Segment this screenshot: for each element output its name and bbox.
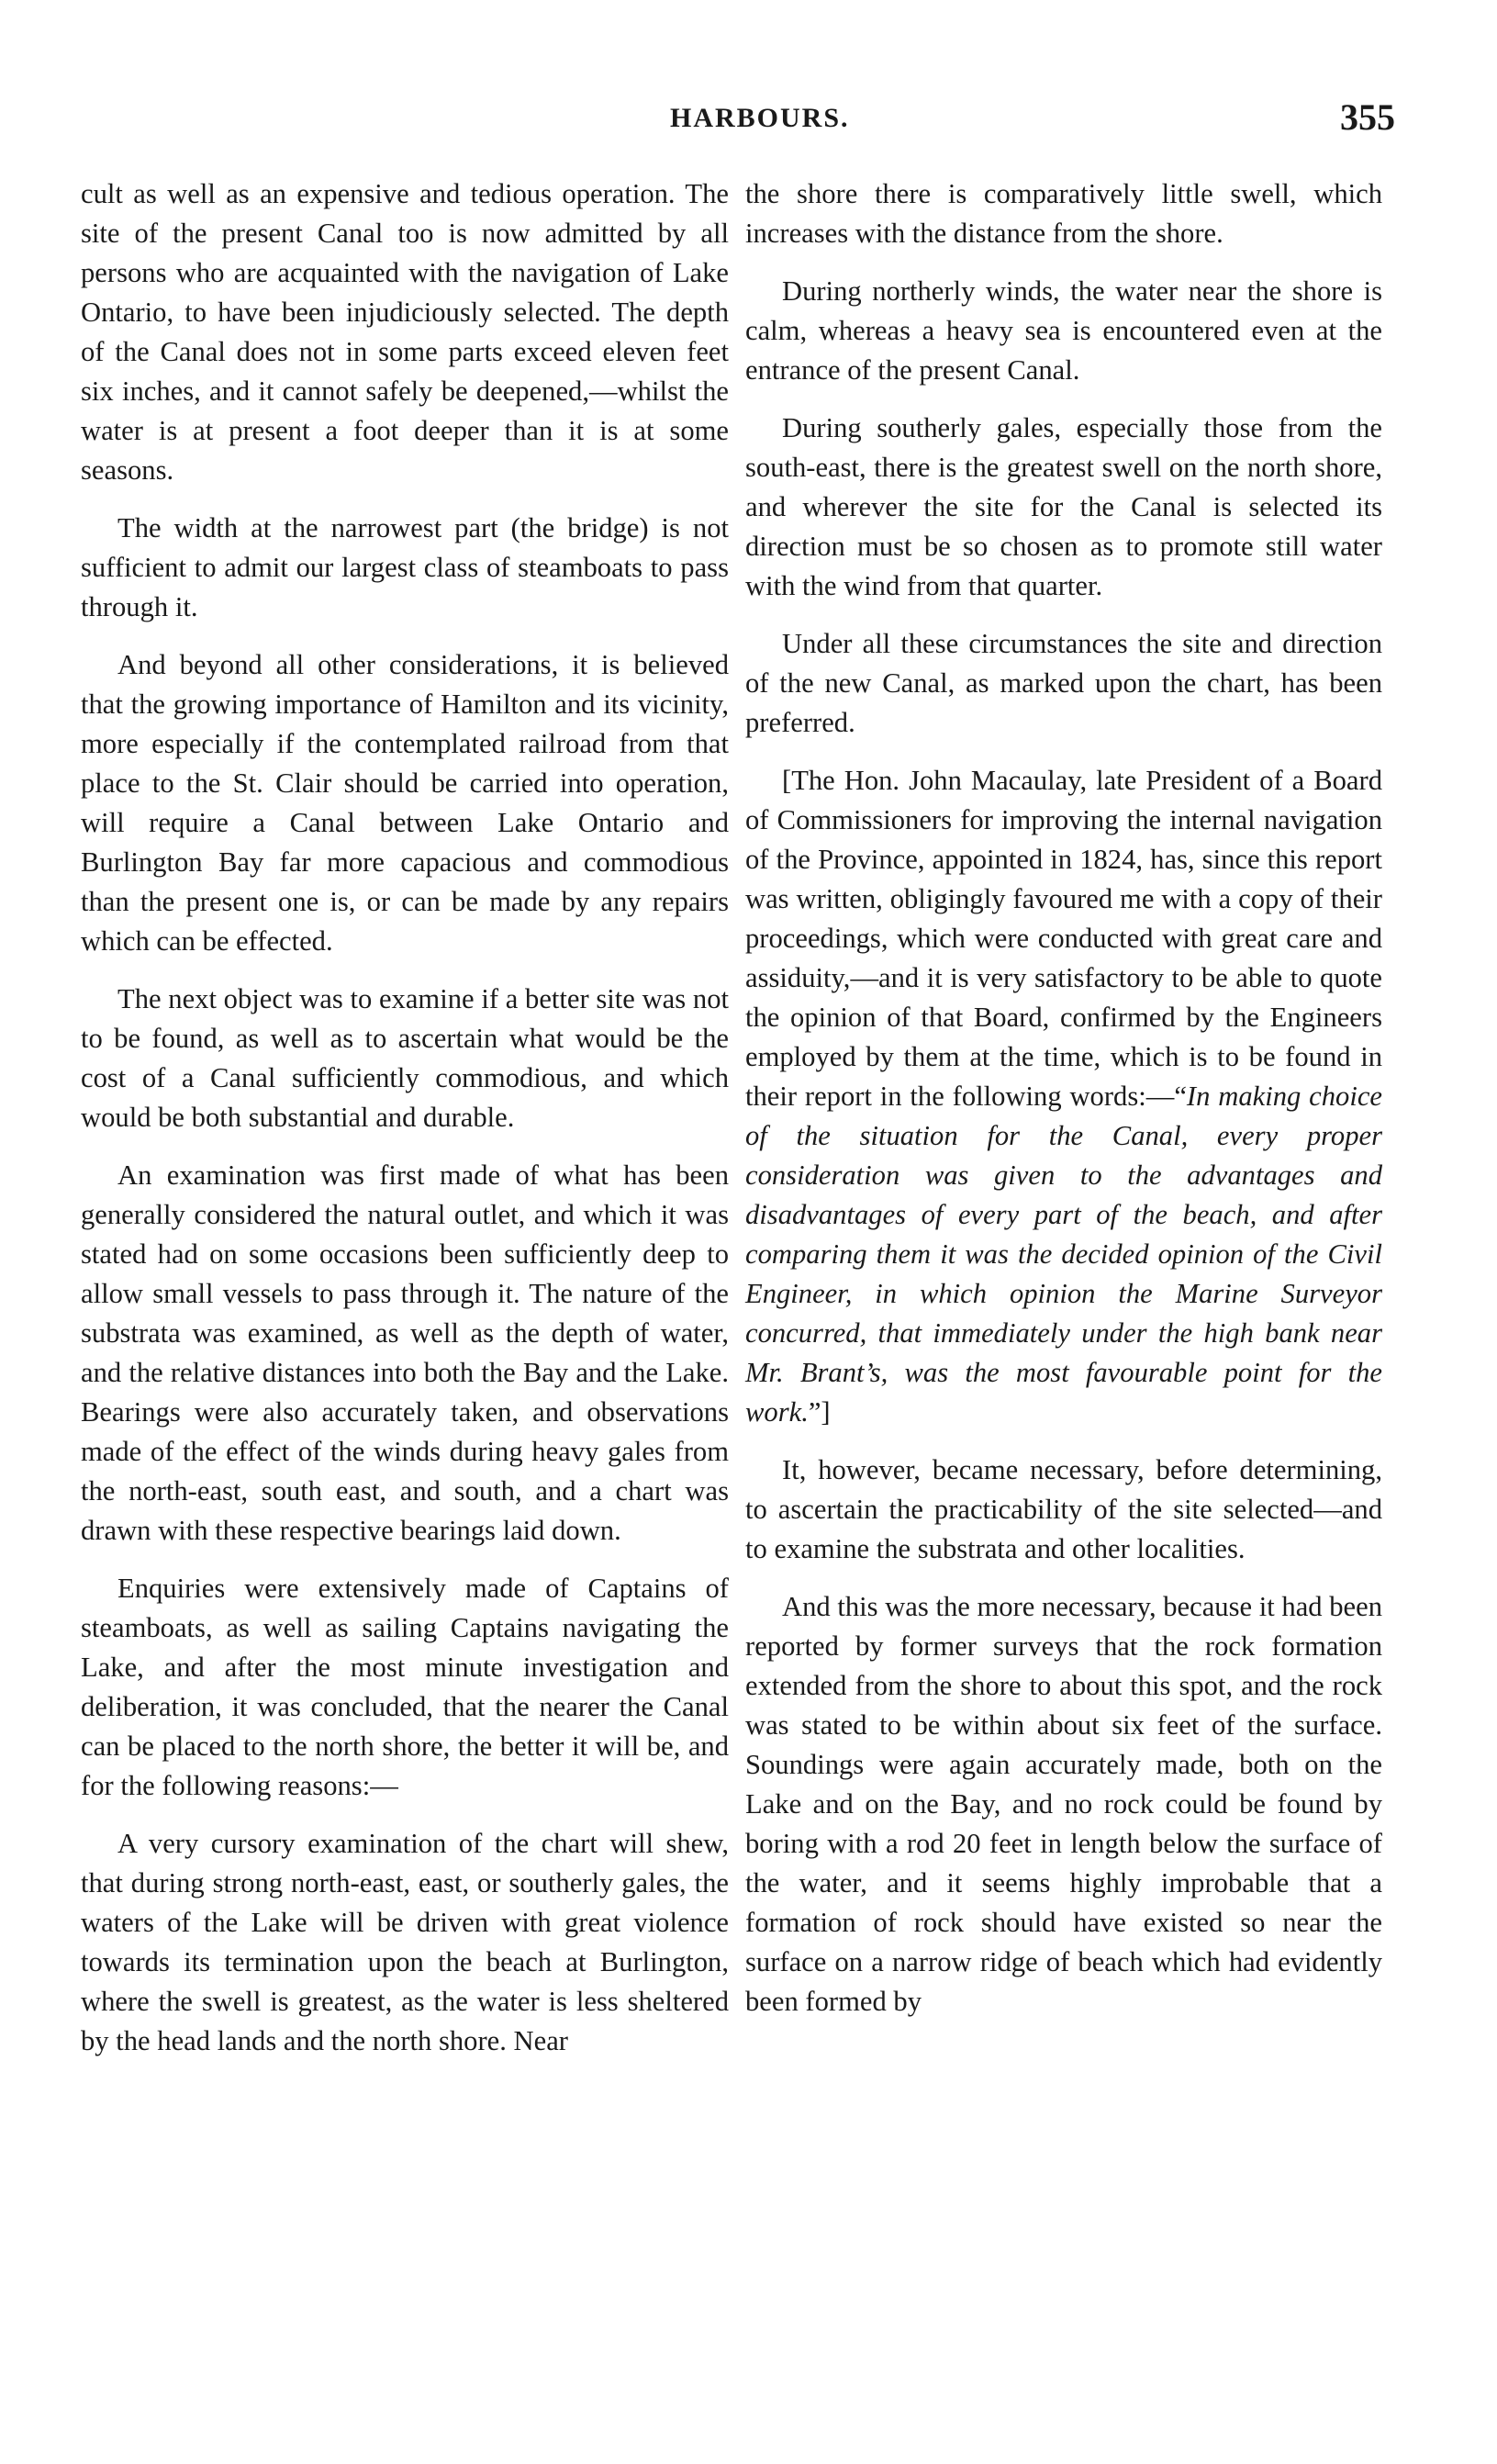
- quote-text: In making choice of the situation for the Canal, every proper consideration was given to the advantages and disadvantages of every part of the beach, and after comparing them it was the decided opinion of the Civil Engineer, in which opinion the Marine Surveyor concurred, that immediately under the high bank near Mr. Brant’s, was the most favourable point for the work.: [745, 1081, 1382, 1428]
- paragraph: The width at the narrowest part (the bridge) is not sufficient to admit our largest class of steamboats to pass through it.: [81, 512, 729, 622]
- paragraph: And this was the more necessary, because it had been reported by former surveys that the rock formation extended from the shore to about this spot, and the rock was stated to be within about six feet of the surface. Soundings were again accurately made, both on the Lake and on the Bay, and no rock could be found by boring with a rod 20 feet in length below the surface of the water, and it seems highly improbable that a formation of rock should have existed so near the surface on a narrow ridge of beach which had evidently been formed by: [745, 1591, 1382, 2017]
- paragraph: Enquiries were extensively made of Captains of steamboats, as well as sailing Captains navigating the Lake, and after the most minute investigation and deliberation, it was concluded, that the nearer the Canal can be placed to the north shore, the better it will be, and for the following reasons:—: [81, 1573, 729, 1801]
- right-column: [745, 174, 1382, 2040]
- paragraph: It, however, became necessary, before determining, to ascertain the practicability of the site selected—and to examine the substrata and other localities.: [745, 1454, 1382, 1564]
- page-number: 355: [1340, 96, 1395, 138]
- paragraph: cult as well as an expensive and tedious operation. The site of the present Canal too is now admitted by all persons who are acquainted with the navigation of Lake Ontario, to have been injudiciously selected. The depth of the Canal does not in some parts exceed eleven feet six inches, and it cannot safely be deepened,—whilst the water is at present a foot deeper than it is at some seasons.: [81, 178, 729, 486]
- paragraph: A very cursory examination of the chart will shew, that during strong north-east, east, or southerly gales, the waters of the Lake will be driven with great violence towards its termination upon the beach at Burlington, where the swell is greatest, as the water is less sheltered by the head lands and the north shore. Near: [81, 1828, 729, 2056]
- paragraph: An examination was first made of what has been generally considered the natural outlet, and which it was stated had on some occasions been sufficiently deep to allow small vessels to pass through it. The nature of the substrata was examined, as well as the depth of water, and the relative distances into both the Bay and the Lake. Bearings were also accurately taken, and observations made of the effect of the winds during heavy gales from the north-east, south east, and south, and a chart was drawn with these respective bearings laid down.: [81, 1159, 729, 1546]
- quoted-paragraph: [745, 761, 1382, 1432]
- paragraph: Under all these circumstances the site and direction of the new Canal, as marked upon the chart, has been preferred.: [745, 628, 1382, 738]
- running-head: HARBOURS.: [670, 103, 850, 133]
- paragraph: During northerly winds, the water near the shore is calm, whereas a heavy sea is encountered even at the entrance of the present Canal.: [745, 275, 1382, 386]
- paragraph: the shore there is comparatively little swell, which increases with the distance from the shore.: [745, 178, 1382, 249]
- paragraph: And beyond all other considerations, it is believed that the growing importance of Hamilton and its vicinity, more especially if the contemplated railroad from that place to the St. Clair should be carried into operation, will require a Canal between Lake Ontario and Burlington Bay far more capacious and commodious than the present one is, or can be made by any repairs which can be effected.: [81, 649, 729, 957]
- quote-close: ”]: [808, 1396, 831, 1428]
- quote-intro: [The Hon. John Macaulay, late President of a Board of Commissioners for improving the internal navigation of the Province, appointed in 1824, has, since this report was written, obligingly favoured me with a copy of their proceedings, which were conducted with great care and assiduity,—and it is very satisfactory to be able to quote the opinion of that Board, confirmed by the Engineers employed by them at the time, which is to be found in their report in the following words:—“: [745, 765, 1382, 1112]
- left-column: [81, 174, 729, 2079]
- paragraph: During southerly gales, especially those from the south-east, there is the greatest swell on the north shore, and wherever the site for the Canal is selected its direction must be so chosen as to promote still water with the wind from that quarter.: [745, 412, 1382, 601]
- paragraph: The next object was to examine if a better site was not to be found, as well as to ascertain what would be the cost of a Canal sufficiently commodious, and which would be both substantial and durable.: [81, 983, 729, 1133]
